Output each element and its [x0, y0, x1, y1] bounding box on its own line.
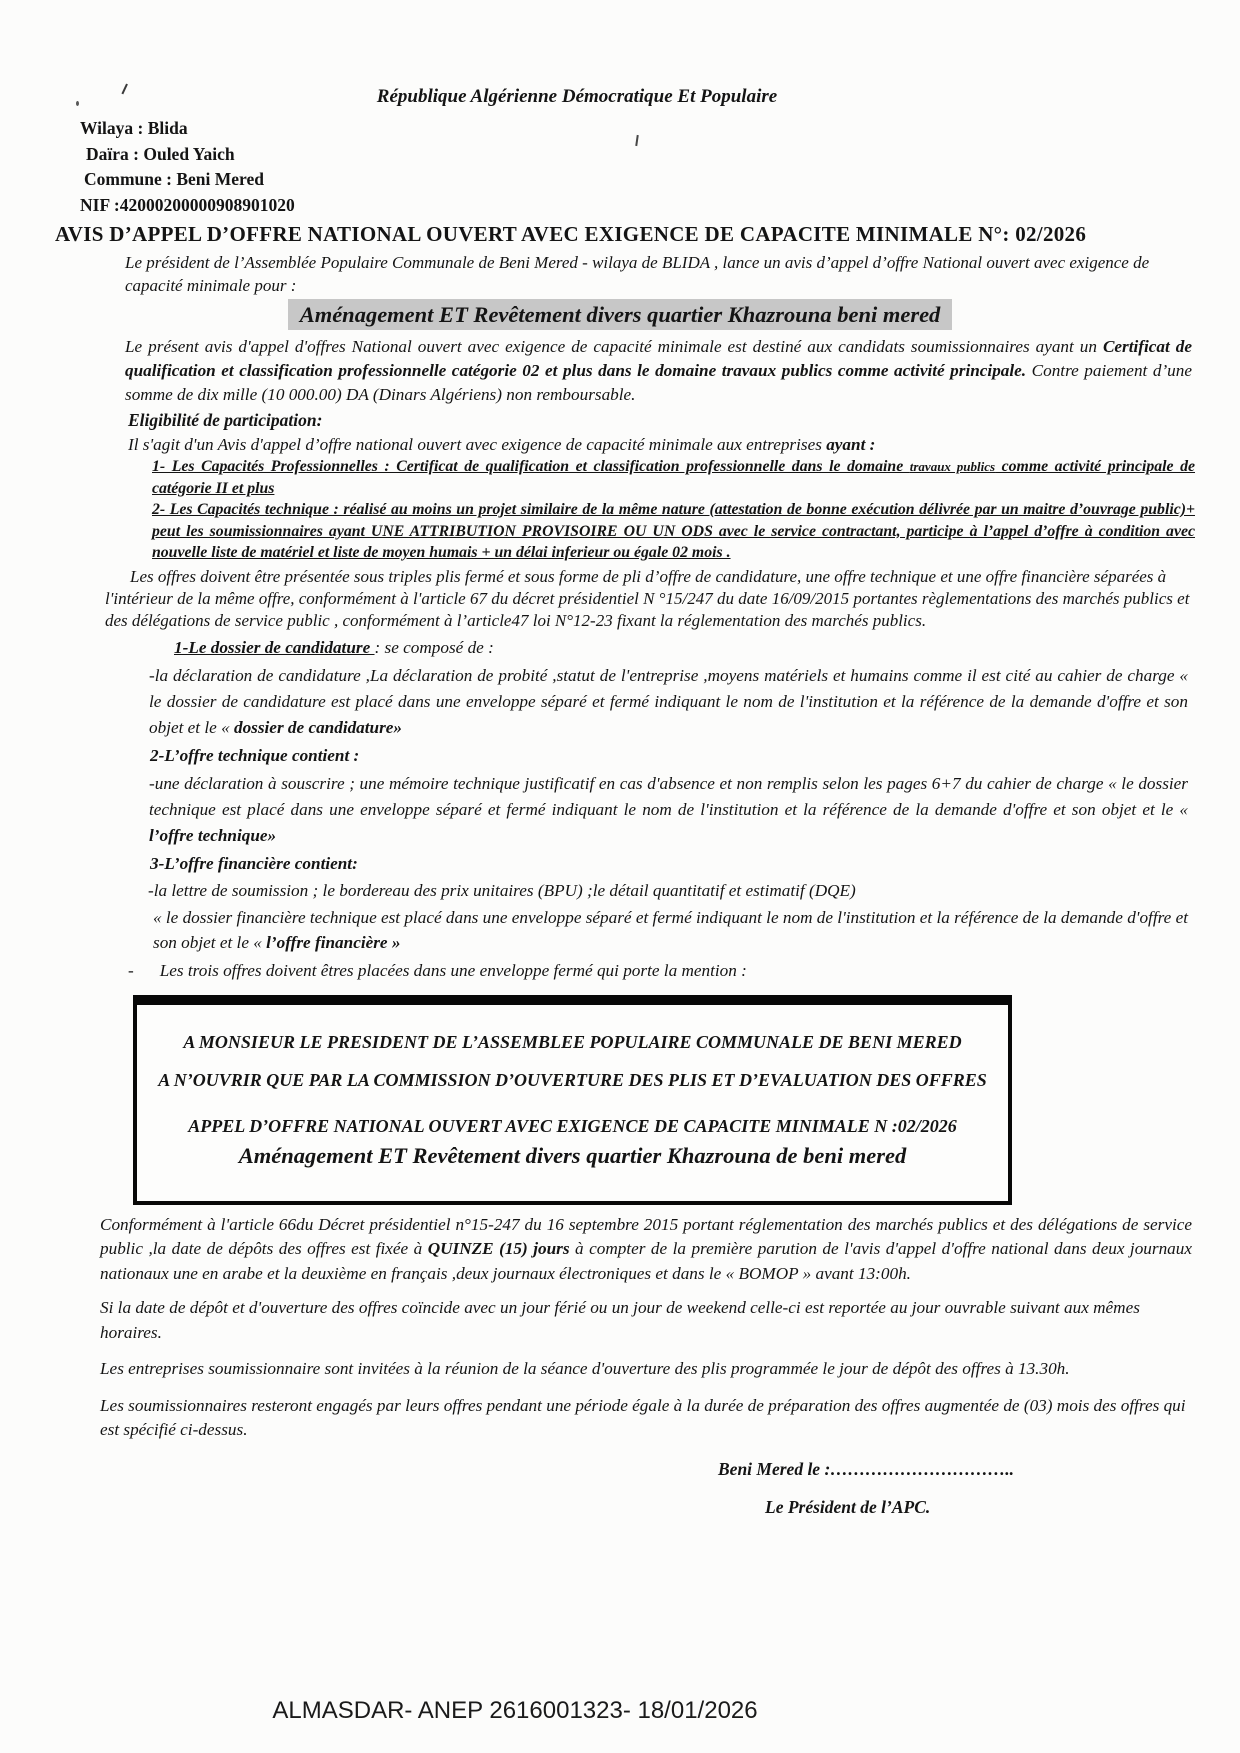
- present-notice-paragraph: [125, 335, 1192, 407]
- envelope-mention-box: [133, 995, 1012, 1205]
- envelope-line-notice: APPEL D’OFFRE NATIONAL OUVERT AVEC EXIGENCE DE CAPACITE MINIMALE N :02/2026: [188, 1115, 957, 1136]
- candidature-body-text: -la déclaration de candidature ,La déclaration de probité ,statut de l'entreprise ,moyens matériels et humains comme il est cité au cahier de charge « le dossier de candidature est placé dans une enveloppe séparé et fermé indiquant le nom de l'institution et la référence de la demande d'offre et son objet et le «: [149, 665, 1188, 737]
- financial-offer-heading: 3-L’offre financière contient:: [150, 853, 358, 873]
- capacity-1-small-text: travaux publics: [909, 459, 996, 474]
- capacity-item-technical: 2- Les Capacités technique : réalisé au moins un projet similaire de la même nature (attestation de bonne exécution délivrée par un maitre d’ouvrage public)+ peut les soumissionnaires ayant UNE ATTRIBUTION PROVISOIRE OU UN ODS avec le service contractant, participe à l’appel d’offre à condition avec nouvelle liste de matériel et liste de moyen humais + un délai inferieur ou égale 02 mois .: [152, 501, 1195, 561]
- eligibility-intro-text: Il s'agit d'un Avis d'appel d’offre national ouvert avec exigence de capacité minimale aux entreprises: [128, 434, 827, 454]
- signature-president-line: Le Président de l’APC.: [765, 1496, 931, 1517]
- three-offers-dash: -: [128, 960, 134, 980]
- financial-offer-line1: -la lettre de soumission ; le bordereau des prix unitaires (BPU) ;le détail quantitatif et estimatif (DQE): [148, 880, 856, 900]
- intro-paragraph: Le président de l’Assemblée Populaire Communale de Beni Mered - wilaya de BLIDA , lance un avis d’appel d’offre National ouvert avec exigence de capacité minimale pour :: [125, 253, 1150, 295]
- candidature-heading-rest: : se composé de :: [374, 637, 494, 657]
- technical-offer-body: [149, 771, 1188, 849]
- envelope-line-project: Aménagement ET Revêtement divers quartier Khazrouna de beni mered: [238, 1142, 907, 1168]
- offers-presentation-paragraph: Les offres doivent être présentée sous triples plis fermé et sous forme de pli d’offre de candidature, une offre technique et une offre financière séparées à l'intérieur de la même offre, conformément à l'article 67 du décret présidentiel N °15/247 du date 16/09/2015 portantes règlementations des marchés publics et des délégations de service public , conformément à l’article47 loi N°12-23 fixant la réglementation des marchés publics.: [105, 566, 1190, 630]
- republic-title: République Algérienne Démocratique Et Populaire: [376, 86, 778, 107]
- notice-title: AVIS D’APPEL D’OFFRE NATIONAL OUVERT AVEC EXIGENCE DE CAPACITE MINIMALE N°: 02/2026: [55, 222, 1087, 246]
- deadline-text-2: à compter de la première parution de l'avis d'appel d'offre national dans deux journaux nationaux une en arabe et la deuxième en français ,deux journaux électroniques et dans le « BOMOP » avant 13:00h.: [100, 1239, 1192, 1283]
- admin-header-block: [80, 116, 1240, 218]
- candidature-heading-title: 1-Le dossier de candidature: [174, 637, 375, 657]
- present-text-2: Contre paiement d’une somme de dix mille (10 000.00) DA (Dinars Algériens) non remboursable.: [125, 361, 1192, 404]
- eligibility-heading: Eligibilité de participation:: [128, 410, 323, 430]
- nif-line: NIF :42000200000908901020: [80, 194, 295, 215]
- financial-body-text: « le dossier financière technique est placé dans une enveloppe séparé et fermé indiquant le nom de l'institution et la référence de la demande d'offre et son objet et le «: [153, 907, 1188, 952]
- eligibility-intro-bold: ayant :: [826, 434, 876, 454]
- candidature-dossier-heading: [174, 636, 1240, 660]
- candidature-body-bold: dossier de candidature»: [233, 717, 403, 737]
- envelope-line-commission: A N’OUVRIR QUE PAR LA COMMISSION D’OUVERTURE DES PLIS ET D’EVALUATION DES OFFRES: [158, 1069, 987, 1090]
- financial-body-bold: l’offre financière »: [266, 932, 401, 952]
- signature-date-line: Beni Mered le :…………………………..: [718, 1458, 1015, 1479]
- holiday-paragraph: Si la date de dépôt et d'ouverture des offres coïncide avec un jour férié ou un jour de weekend celle-ci est reportée au jour ouvrable suivant aux mêmes horaires.: [100, 1298, 1140, 1342]
- technical-offer-heading: 2-L’offre technique contient :: [150, 745, 360, 765]
- financial-offer-body: [153, 905, 1188, 955]
- anep-footer-line: ALMASDAR- ANEP 2616001323- 18/01/2026: [272, 1697, 758, 1724]
- project-title-highlight: Aménagement ET Revêtement divers quartier Khazrouna beni mered: [288, 299, 953, 330]
- project-title-row: [0, 299, 1240, 330]
- present-text-1: Le présent avis d'appel d'offres National ouvert avec exigence de capacité minimale est destiné aux candidats soumissionnaires ayant un: [125, 337, 1103, 356]
- deadline-text-1: Conformément à l'article 66du Décret présidentiel n°15-247 du 16 septembre 2015 portant réglementation des marchés publics et des délégations de service public ,la date de dépôts des offres est fixée à: [100, 1214, 1192, 1258]
- daira-line: Daïra : Ouled Yaich: [86, 143, 235, 164]
- three-offers-line: [128, 959, 1240, 983]
- candidature-dossier-body: [149, 663, 1188, 741]
- deadline-paragraph: [100, 1213, 1192, 1287]
- three-offers-text: Les trois offres doivent êtres placées dans une enveloppe fermé qui porte la mention :: [159, 960, 747, 980]
- eligibility-intro: [128, 433, 1195, 457]
- capacity-1-tail: comme activité principale de catégorie II et plus: [152, 458, 1195, 497]
- technical-body-text: -une déclaration à souscrire ; une mémoire technique justificatif en cas d'absence et non remplis selon les pages 6+7 du cahier de charge « le dossier technique est placé dans une enveloppe séparé et fermé indiquant le nom de l'institution et la référence de la demande d'offre et son objet et le «: [149, 773, 1188, 819]
- capacity-1-main: 1- Les Capacités Professionnelles : Certificat de qualification et classification professionnelle dans le domaine: [152, 458, 910, 475]
- opening-meeting-paragraph: Les entreprises soumissionnaire sont invitées à la réunion de la séance d'ouverture des plis programmée le jour de dépôt des offres à 13.30h.: [100, 1359, 1070, 1378]
- commitment-paragraph: Les soumissionnaires resteront engagés par leurs offres pendant une période égale à la durée de préparation des offres augmentée de (03) mois des offres qui est spécifié ci-dessus.: [100, 1395, 1186, 1439]
- capacity-item-professional: [152, 456, 1195, 499]
- commune-line: Commune : Beni Mered: [84, 169, 264, 189]
- envelope-line-president: A MONSIEUR LE PRESIDENT DE L’ASSEMBLEE POPULAIRE COMMUNALE DE BENI MERED: [183, 1031, 962, 1052]
- deadline-bold: QUINZE (15) jours: [427, 1239, 570, 1258]
- wilaya-line: Wilaya : Blida: [80, 118, 188, 138]
- technical-body-bold: l’offre technique»: [149, 825, 277, 845]
- certificate-requirement-bold: Certificat de qualification et classification professionnelle catégorie 02 et plus dans le domaine travaux publics comme activité principale.: [125, 337, 1192, 380]
